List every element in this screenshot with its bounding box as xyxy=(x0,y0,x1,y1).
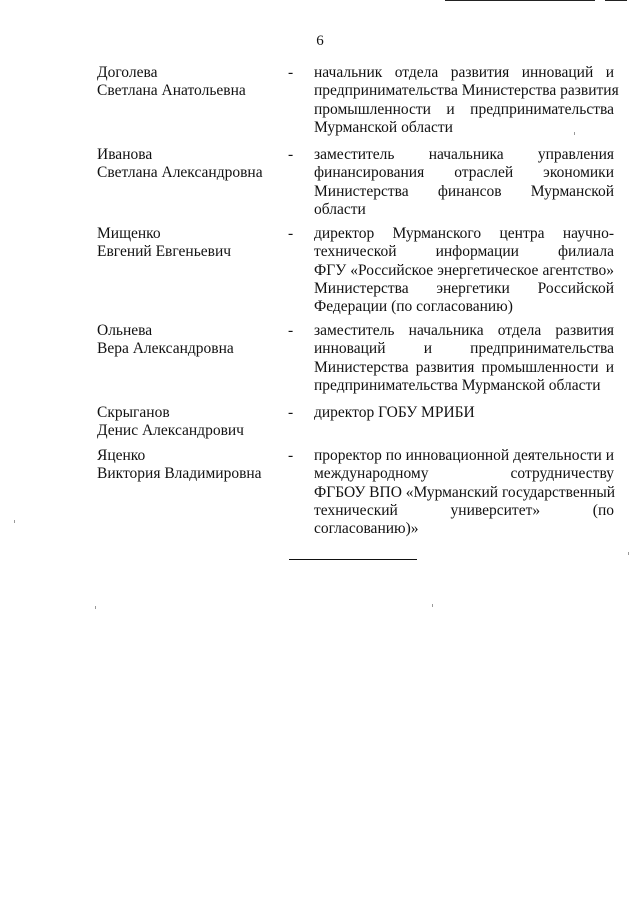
member-given-names: Светлана Александровна xyxy=(97,164,263,182)
member-surname: Мищенко xyxy=(97,225,161,242)
member-name xyxy=(97,447,287,484)
member-position xyxy=(314,225,614,316)
member-name xyxy=(97,146,287,183)
member-name xyxy=(97,322,287,359)
dash-separator: - xyxy=(288,146,294,163)
scan-speck xyxy=(14,520,15,523)
member-given-names: Виктория Владимировна xyxy=(97,465,262,483)
member-surname: Скрыганов xyxy=(97,404,170,421)
position-line: финансирования отраслей экономики xyxy=(314,164,614,182)
position-line: заместитель начальника управления xyxy=(314,146,614,163)
member-given-names: Светлана Анатольевна xyxy=(97,82,246,100)
position-line: Федерации (по согласованию) xyxy=(314,298,513,316)
member-position xyxy=(314,64,619,137)
member-name xyxy=(97,225,287,262)
closing-rule xyxy=(289,559,417,560)
member-surname: Иванова xyxy=(97,146,153,163)
position-line: технической информации филиала xyxy=(314,243,614,261)
dash-separator: - xyxy=(288,322,294,339)
dash-separator: - xyxy=(288,447,294,464)
member-surname: Доголева xyxy=(97,64,158,81)
member-given-names: Вера Александровна xyxy=(97,340,234,358)
position-line: начальник отдела развития инноваций и xyxy=(314,64,614,81)
position-line: технический университет» (по xyxy=(314,501,614,519)
top-rule xyxy=(445,0,595,1)
position-line: директор ГОБУ МРИБИ xyxy=(314,404,475,421)
scan-speck xyxy=(432,604,433,607)
position-line: согласованию)» xyxy=(314,520,419,538)
position-line: проректор по инновационной деятельности и xyxy=(314,447,614,464)
position-line: инноваций и предпринимательства xyxy=(314,340,614,358)
scan-speck xyxy=(95,606,96,609)
member-name xyxy=(97,404,287,441)
position-line: директор Мурманского центра научно- xyxy=(314,225,614,242)
position-line: заместитель начальника отдела развития xyxy=(314,322,614,339)
position-line: промышленности и предпринимательства xyxy=(314,100,614,118)
position-line: Министерства финансов Мурманской xyxy=(314,182,614,200)
member-position xyxy=(314,447,614,538)
member-given-names: Денис Александрович xyxy=(97,422,244,440)
member-position xyxy=(314,404,614,422)
member-position xyxy=(314,146,614,219)
member-surname: Ольнева xyxy=(97,322,153,339)
member-name xyxy=(97,64,287,101)
position-line: Мурманской области xyxy=(314,118,453,136)
position-line: предпринимательства Министерства развития xyxy=(314,82,619,100)
position-line: Министерства развития промышленности и xyxy=(314,358,614,376)
position-line: предпринимательства Мурманской области xyxy=(314,376,601,394)
dash-separator: - xyxy=(288,225,294,242)
position-line: ФГУ «Российское энергетическое агентство» xyxy=(314,261,614,279)
position-line: области xyxy=(314,200,366,218)
position-line: ФГБОУ ВПО «Мурманский государственный xyxy=(314,483,616,501)
member-given-names: Евгений Евгеньевич xyxy=(97,243,232,261)
position-line: международному сотрудничеству xyxy=(314,465,614,483)
scan-speck xyxy=(574,132,575,135)
top-rule-fragment xyxy=(605,0,627,1)
member-surname: Яценко xyxy=(97,447,146,464)
dash-separator: - xyxy=(288,404,294,421)
page-number: 6 xyxy=(316,33,324,49)
position-line: Министерства энергетики Российской xyxy=(314,279,614,297)
member-position xyxy=(314,322,614,395)
dash-separator: - xyxy=(288,64,294,81)
scan-speck xyxy=(628,552,629,555)
